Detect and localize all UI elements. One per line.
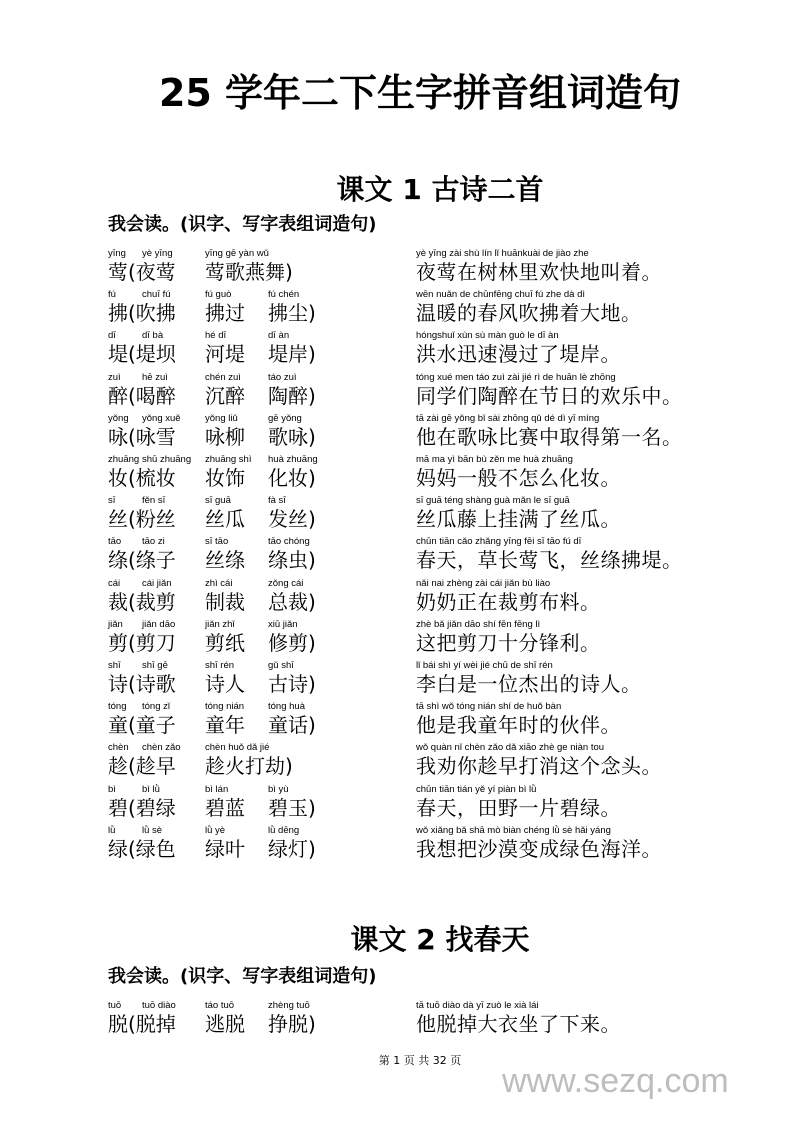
- word-group: [128, 248, 176, 284]
- hanzi: 诗: [108, 672, 128, 696]
- word-group: [205, 495, 245, 531]
- pinyin: hé dī: [205, 330, 227, 342]
- hanzi: 剪纸: [205, 630, 245, 655]
- word-group: [128, 330, 176, 366]
- word-group: [268, 536, 316, 572]
- example-sentence: [416, 784, 621, 820]
- pinyin: chén zuì: [205, 371, 241, 383]
- hanzi: 咏: [108, 424, 128, 449]
- hanzi: (夜莺: [128, 260, 176, 284]
- character-row: [0, 372, 800, 412]
- pinyin: tóng xué men táo zuì zài jié rì de huān lè zhōng: [416, 371, 616, 383]
- pinyin: wǒ quàn nǐ chèn zǎo dǎ xiāo zhè ge niàn tou: [416, 742, 605, 754]
- pinyin: fěn sī: [142, 495, 166, 507]
- hanzi: 同学们陶醉在节日的欢乐中。: [416, 383, 683, 408]
- hanzi: (吹拂: [128, 301, 176, 326]
- section-subheading: 我会读。(识字、写字表组词造句): [108, 214, 377, 235]
- pinyin: shū zhuāng: [142, 454, 192, 465]
- pinyin: zǒng cái: [268, 577, 304, 589]
- word-group: [128, 701, 176, 737]
- pinyin: tóng: [108, 701, 127, 713]
- pinyin: táo zuì: [268, 371, 297, 383]
- pinyin: zhè bǎ jiǎn dāo shí fēn fēng lì: [416, 618, 541, 630]
- hanzi: 绿叶: [205, 836, 245, 861]
- pinyin: cái jiǎn: [142, 577, 172, 589]
- hanzi: 温暖的春风吹拂着大地。: [416, 301, 642, 326]
- hanzi: 妆: [108, 466, 128, 490]
- pinyin: mā ma yì bān bù zěn me huà zhuāng: [416, 454, 573, 465]
- hanzi: (绿色: [128, 836, 176, 861]
- hanzi: 剪: [108, 630, 128, 655]
- pinyin: tāo zi: [142, 536, 165, 548]
- example-sentence: [416, 1000, 621, 1036]
- main-character: [108, 330, 128, 366]
- hanzi: (趁早: [128, 754, 176, 779]
- word-group: [268, 701, 316, 737]
- hanzi: 春天，田野一片碧绿。: [416, 795, 621, 820]
- hanzi: 童年: [205, 713, 245, 738]
- pinyin: wēn nuǎn de chūnfēng chuī fú zhe dà dì: [416, 289, 586, 301]
- character-row: [0, 248, 800, 288]
- pinyin: fú: [108, 289, 116, 301]
- pinyin: chèn: [108, 742, 129, 754]
- pinyin: shī: [108, 660, 121, 671]
- hanzi: 妈妈一般不怎么化妆。: [416, 466, 621, 490]
- pinyin: jiǎn: [108, 618, 123, 630]
- hanzi: 童话): [268, 713, 316, 738]
- hanzi: 诗人: [205, 672, 245, 696]
- hanzi: 脱: [108, 1012, 128, 1036]
- main-character: [108, 701, 128, 737]
- hanzi: 妆饰: [205, 466, 245, 490]
- pinyin: chūn tiān tián yě yí piàn bì lǜ: [416, 783, 537, 795]
- pinyin: dī àn: [268, 330, 290, 342]
- main-character: [108, 1000, 128, 1036]
- hanzi: 绿灯): [268, 836, 316, 861]
- example-sentence: [416, 619, 601, 655]
- pinyin: yīng gē yàn wǔ: [205, 248, 269, 259]
- pinyin: sī tāo: [205, 536, 229, 548]
- character-row: [0, 619, 800, 659]
- word-group: [268, 660, 316, 696]
- character-row: [0, 289, 800, 329]
- pinyin: yǒng liǔ: [205, 412, 238, 424]
- pinyin: sī: [108, 495, 116, 507]
- hanzi: 逃脱: [205, 1012, 245, 1036]
- word-group: [268, 289, 316, 325]
- word-group: [205, 784, 245, 820]
- main-character: [108, 660, 128, 696]
- character-row: [0, 495, 800, 535]
- example-sentence: [416, 372, 683, 408]
- word-group: [205, 372, 245, 408]
- word-group: [268, 495, 316, 531]
- hanzi: 拂: [108, 301, 128, 326]
- main-character: [108, 413, 129, 449]
- word-group: [128, 413, 181, 449]
- pinyin: fú chén: [268, 289, 300, 301]
- pinyin: dī: [108, 330, 116, 342]
- main-character: [108, 372, 128, 408]
- hanzi: (剪刀: [128, 630, 176, 655]
- document-title: 25 学年二下生字拼音组词造句: [158, 71, 682, 115]
- character-row: [0, 413, 800, 453]
- section-subheading: 我会读。(识字、写字表组词造句): [108, 966, 377, 987]
- pinyin: lǜ sè: [142, 824, 163, 836]
- hanzi: 发丝): [268, 507, 316, 532]
- pinyin: bì lán: [205, 783, 229, 795]
- pinyin: hóngshuǐ xùn sù màn guò le dī àn: [416, 330, 559, 342]
- hanzi: 碧: [108, 795, 128, 820]
- hanzi: (喝醉: [128, 383, 176, 408]
- pinyin: tuō diào: [142, 1000, 176, 1011]
- main-character: [108, 619, 128, 655]
- hanzi: 拂过: [205, 301, 245, 326]
- hanzi: 奶奶正在裁剪布料。: [416, 589, 601, 614]
- example-sentence: [416, 660, 642, 696]
- lesson-heading: 课文 1 古诗二首: [336, 173, 544, 206]
- word-group: [268, 413, 316, 449]
- character-row: [0, 536, 800, 576]
- example-sentence: [416, 825, 662, 861]
- pinyin: chèn huǒ dǎ jié: [205, 742, 270, 754]
- character-row: [0, 454, 800, 494]
- hanzi: 李白是一位杰出的诗人。: [416, 672, 642, 696]
- word-group: [268, 578, 316, 614]
- main-character: [108, 578, 128, 614]
- hanzi: 绦虫): [268, 548, 316, 573]
- pinyin: bì lǜ: [142, 783, 160, 795]
- pinyin: lǐ bái shì yí wèi jié chū de shī rén: [416, 660, 553, 671]
- hanzi: 莺歌燕舞): [205, 260, 293, 284]
- pinyin: tóng zǐ: [142, 701, 170, 713]
- hanzi: 歌咏): [268, 424, 316, 449]
- pinyin: chūn tiān cǎo zhǎng yīng fēi sī tāo fú dī: [416, 536, 582, 548]
- pinyin: lǜ: [108, 824, 116, 836]
- hanzi: 咏柳: [205, 424, 245, 449]
- word-group: [128, 372, 176, 408]
- character-row: [0, 578, 800, 618]
- pinyin: fà sī: [268, 495, 286, 507]
- pinyin: shī rén: [205, 660, 235, 671]
- hanzi: 春天，草长莺飞，丝绦拂堤。: [416, 548, 683, 573]
- word-group: [205, 248, 293, 284]
- example-sentence: [416, 330, 621, 366]
- pinyin: yè yīng zài shù lín lǐ huānkuài de jiào zhe: [416, 248, 589, 259]
- hanzi: 拂尘): [268, 301, 316, 326]
- word-group: [205, 289, 245, 325]
- hanzi: (碧绿: [128, 795, 176, 820]
- hanzi: (堤坝: [128, 342, 176, 367]
- word-group: [128, 619, 176, 655]
- word-group: [128, 578, 176, 614]
- pinyin: yīng: [108, 248, 126, 259]
- pinyin: bì: [108, 783, 116, 795]
- hanzi: 我想把沙漠变成绿色海洋。: [416, 836, 662, 861]
- word-group: [205, 619, 245, 655]
- pinyin: yè yīng: [142, 248, 173, 259]
- hanzi: 丝瓜: [205, 507, 245, 532]
- pinyin: tā zài gē yǒng bǐ sài zhōng qǔ dé dì yī míng: [416, 412, 600, 424]
- hanzi: 夜莺在树林里欢快地叫着。: [416, 260, 662, 284]
- word-group: [128, 660, 176, 696]
- main-character: [108, 289, 128, 325]
- word-group: [268, 784, 316, 820]
- pinyin: zhèng tuō: [268, 1000, 310, 1011]
- hanzi: 童: [108, 713, 128, 738]
- pinyin: tuō: [108, 1000, 122, 1011]
- hanzi: 堤岸): [268, 342, 316, 367]
- hanzi: 丝瓜藤上挂满了丝瓜。: [416, 507, 621, 532]
- example-sentence: [416, 536, 683, 572]
- pinyin: zuì: [108, 371, 121, 383]
- word-group: [205, 825, 245, 861]
- hanzi: 绦: [108, 548, 128, 573]
- word-group: [205, 536, 245, 572]
- pinyin: tā tuō diào dà yī zuò le xià lái: [416, 1000, 539, 1011]
- pinyin: wǒ xiǎng bǎ shā mò biàn chéng lǜ sè hǎi yáng: [416, 824, 611, 836]
- word-group: [205, 660, 245, 696]
- example-sentence: [416, 742, 662, 778]
- pinyin: chuī fú: [142, 289, 171, 301]
- hanzi: 总裁): [268, 589, 316, 614]
- word-group: [205, 742, 293, 778]
- character-row: [0, 660, 800, 700]
- pinyin: dī bà: [142, 330, 164, 342]
- pinyin: huà zhuāng: [268, 454, 318, 465]
- word-group: [128, 536, 176, 572]
- word-group: [128, 825, 176, 861]
- word-group: [268, 372, 316, 408]
- hanzi: 挣脱): [268, 1012, 316, 1036]
- pinyin: zhì cái: [205, 577, 233, 589]
- pinyin: sī guā téng shàng guà mǎn le sī guā: [416, 495, 570, 507]
- hanzi: 碧玉): [268, 795, 316, 820]
- pinyin: yǒng xuě: [142, 412, 181, 424]
- hanzi: 趁: [108, 754, 128, 779]
- pinyin: fú guò: [205, 289, 232, 301]
- character-row: [0, 1000, 800, 1040]
- hanzi: 他是我童年时的伙伴。: [416, 713, 621, 738]
- hanzi: 丝: [108, 507, 128, 532]
- pinyin: jiǎn dāo: [142, 618, 176, 630]
- word-group: [128, 495, 176, 531]
- main-character: [108, 495, 128, 531]
- word-group: [268, 330, 316, 366]
- example-sentence: [416, 248, 662, 284]
- main-character: [108, 825, 128, 861]
- pinyin: chèn zǎo: [142, 742, 181, 754]
- word-group: [268, 454, 318, 490]
- hanzi: 陶醉): [268, 383, 316, 408]
- word-group: [268, 1000, 316, 1036]
- hanzi: 这把剪刀十分锋利。: [416, 630, 601, 655]
- pinyin: gē yǒng: [268, 412, 302, 424]
- pinyin: yǒng: [108, 412, 129, 424]
- hanzi: 堤: [108, 342, 128, 367]
- word-group: [128, 289, 176, 325]
- hanzi: 沉醉: [205, 383, 245, 408]
- pinyin: zhuāng: [108, 454, 140, 465]
- example-sentence: [416, 578, 601, 614]
- hanzi: 碧蓝: [205, 795, 245, 820]
- character-row: [0, 701, 800, 741]
- hanzi: (绦子: [128, 548, 176, 573]
- hanzi: (脱掉: [128, 1012, 176, 1036]
- hanzi: (裁剪: [128, 589, 176, 614]
- character-row: [0, 784, 800, 824]
- main-character: [108, 742, 129, 778]
- pinyin: lǜ dēng: [268, 824, 300, 836]
- pinyin: tóng huà: [268, 701, 305, 713]
- pinyin: lǜ yè: [205, 824, 226, 836]
- example-sentence: [416, 495, 621, 531]
- word-group: [205, 701, 245, 737]
- word-group: [128, 742, 181, 778]
- pinyin: tā shì wǒ tóng nián shí de huǒ bàn: [416, 701, 562, 713]
- hanzi: 丝绦: [205, 548, 245, 573]
- hanzi: (粉丝: [128, 507, 176, 532]
- pinyin: bì yù: [268, 783, 289, 795]
- pinyin: tóng nián: [205, 701, 245, 713]
- word-group: [205, 330, 245, 366]
- hanzi: 古诗): [268, 672, 316, 696]
- pinyin: tāo: [108, 536, 122, 548]
- pinyin: gǔ shī: [268, 660, 294, 671]
- hanzi: 他在歌咏比赛中取得第一名。: [416, 424, 683, 449]
- main-character: [108, 536, 128, 572]
- pinyin: xiū jiǎn: [268, 618, 298, 630]
- pinyin: shī gē: [142, 660, 168, 671]
- example-sentence: [416, 289, 642, 325]
- page-footer: 第 1 页 共 32 页: [378, 1054, 462, 1067]
- word-group: [268, 619, 316, 655]
- word-group: [128, 1000, 176, 1036]
- pinyin: cái: [108, 577, 121, 589]
- hanzi: 河堤: [205, 342, 245, 367]
- hanzi: (咏雪: [128, 424, 176, 449]
- hanzi: 他脱掉大衣坐了下来。: [416, 1012, 621, 1036]
- pinyin: tāo chóng: [268, 536, 310, 548]
- word-group: [205, 413, 245, 449]
- hanzi: 莺: [108, 260, 128, 284]
- character-row: [0, 742, 800, 782]
- pinyin: táo tuō: [205, 1000, 235, 1011]
- character-row: [0, 825, 800, 865]
- hanzi: 我劝你趁早打消这个念头。: [416, 754, 662, 779]
- pinyin: sī guā: [205, 495, 231, 507]
- pinyin: zhuāng shì: [205, 454, 252, 465]
- main-character: [108, 248, 128, 284]
- word-group: [205, 1000, 245, 1036]
- lesson-heading: 课文 2 找春天: [350, 923, 530, 956]
- pinyin: jiǎn zhǐ: [205, 618, 235, 630]
- hanzi: 裁: [108, 589, 128, 614]
- example-sentence: [416, 413, 683, 449]
- pinyin: nǎi nai zhèng zài cái jiǎn bù liào: [416, 577, 551, 589]
- example-sentence: [416, 454, 621, 490]
- hanzi: (诗歌: [128, 672, 176, 696]
- hanzi: (童子: [128, 713, 176, 738]
- word-group: [205, 578, 245, 614]
- main-character: [108, 784, 128, 820]
- pinyin: hē zuì: [142, 371, 168, 383]
- hanzi: 醉: [108, 383, 128, 408]
- watermark: www.sezq.com: [502, 1062, 729, 1100]
- character-row: [0, 330, 800, 370]
- word-group: [128, 784, 176, 820]
- hanzi: (梳妆: [128, 466, 176, 490]
- example-sentence: [416, 701, 621, 737]
- hanzi: 化妆): [268, 466, 316, 490]
- word-group: [205, 454, 251, 490]
- hanzi: 趁火打劫): [205, 754, 293, 779]
- hanzi: 绿: [108, 836, 128, 861]
- word-group: [268, 825, 316, 861]
- hanzi: 制裁: [205, 589, 245, 614]
- word-group: [128, 454, 191, 490]
- hanzi: 修剪): [268, 630, 316, 655]
- hanzi: 洪水迅速漫过了堤岸。: [416, 342, 621, 367]
